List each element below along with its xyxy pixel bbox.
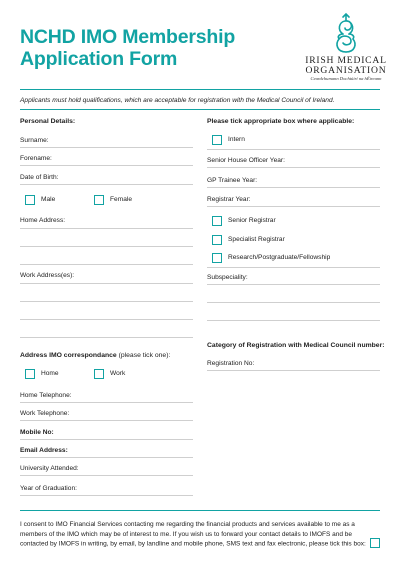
sho-year-field[interactable] [207, 167, 380, 168]
forename-field[interactable] [20, 165, 193, 166]
note-divider [20, 109, 380, 110]
research-checkbox[interactable] [212, 253, 222, 263]
work-address-line-4[interactable] [20, 337, 193, 338]
celtic-spiral-icon [331, 12, 361, 56]
correspondence-hint: (please tick one): [118, 352, 171, 359]
work-correspondence-checkbox[interactable] [94, 369, 104, 379]
email-field[interactable] [20, 457, 193, 458]
registration-no-label: Registration No: [207, 360, 255, 367]
imo-logo [304, 12, 388, 82]
male-label: Male [41, 196, 56, 203]
female-label: Female [110, 196, 132, 203]
form-title-line1: NCHD IMO Membership [20, 26, 236, 48]
intern-label: Intern [228, 136, 245, 143]
male-checkbox[interactable] [25, 195, 35, 205]
specialist-registrar-checkbox[interactable] [212, 235, 222, 245]
subspeciality-label: Subspeciality: [207, 274, 248, 281]
work-telephone-field[interactable] [20, 420, 193, 421]
intern-line [207, 149, 380, 150]
dob-field[interactable] [20, 184, 193, 185]
mobile-label: Mobile No: [20, 429, 54, 436]
work-address-line-3[interactable] [20, 319, 193, 320]
logo-line3: Ceardchumann Dochtúirí na hÉireann [310, 76, 382, 81]
graduation-label: Year of Graduation: [20, 485, 77, 492]
top-divider [20, 89, 380, 90]
work-telephone-label: Work Telephone: [20, 410, 70, 417]
consent-checkbox[interactable] [370, 538, 380, 548]
consent-text: I consent to IMO Financial Services contacting me regarding the financial products and services available to me as a members of the IMO which may be of interest to me. If you wish us to forward your contact details to IMOFS and be contacted by IMOFS in writing, by email, by landline and mobile phone, SMS text and fax electronic, please tick this box: [20, 521, 366, 548]
registration-category-heading: Category of Registration with Medical Council number: [207, 342, 385, 349]
surname-field[interactable] [20, 147, 193, 148]
mobile-field[interactable] [20, 439, 193, 440]
research-line [207, 267, 380, 268]
female-checkbox[interactable] [94, 195, 104, 205]
home-address-line-1[interactable] [20, 228, 193, 229]
home-address-line-3[interactable] [20, 264, 193, 265]
university-label: University Attended: [20, 465, 79, 472]
senior-registrar-checkbox[interactable] [212, 216, 222, 226]
gp-year-label: GP Trainee Year: [207, 177, 258, 184]
eligibility-note: Applicants must hold qualifications, which are acceptable for registration with the Medical Council of Ireland. [20, 97, 335, 104]
graduation-field[interactable] [20, 495, 193, 496]
work-address-line-1[interactable] [20, 283, 193, 284]
home-telephone-label: Home Telephone: [20, 392, 72, 399]
registrar-year-label: Registrar Year: [207, 196, 251, 203]
work-correspondence-label: Work [110, 370, 126, 377]
sho-year-label: Senior House Officer Year: [207, 157, 285, 164]
email-label: Email Address: [20, 447, 68, 454]
senior-registrar-label: Senior Registrar [228, 217, 276, 224]
specialist-registrar-label: Specialist Registrar [228, 236, 285, 243]
forename-label: Forename: [20, 155, 52, 162]
position-heading: Please tick appropriate box where applicable: [207, 118, 355, 125]
correspondence-title: Address IMO correspondance [20, 352, 117, 359]
gp-year-field[interactable] [207, 187, 380, 188]
home-address-line-2[interactable] [20, 246, 193, 247]
bottom-divider [20, 510, 380, 511]
home-correspondence-label: Home [41, 370, 59, 377]
home-telephone-field[interactable] [20, 402, 193, 403]
surname-label: Surname: [20, 137, 49, 144]
work-address-line-2[interactable] [20, 301, 193, 302]
home-correspondence-checkbox[interactable] [25, 369, 35, 379]
consent-paragraph [20, 520, 380, 550]
form-title [20, 26, 280, 70]
personal-details-heading: Personal Details: [20, 118, 76, 125]
registration-no-field[interactable] [207, 370, 380, 371]
registrar-year-field[interactable] [207, 206, 380, 207]
subspeciality-line-1[interactable] [207, 284, 380, 285]
form-title-line2: Application Form [20, 48, 178, 70]
home-address-label: Home Address: [20, 217, 66, 224]
dob-label: Date of Birth: [20, 174, 59, 181]
logo-line2: ORGANISATION [305, 65, 387, 76]
work-address-label: Work Address(es): [20, 272, 75, 279]
university-field[interactable] [20, 475, 193, 476]
subspeciality-line-3[interactable] [207, 320, 380, 321]
intern-checkbox[interactable] [212, 135, 222, 145]
subspeciality-line-2[interactable] [207, 302, 380, 303]
correspondence-heading [20, 352, 170, 359]
research-label: Research/Postgraduate/Fellowship [228, 254, 331, 261]
logo-line1: IRISH MEDICAL [305, 55, 387, 66]
